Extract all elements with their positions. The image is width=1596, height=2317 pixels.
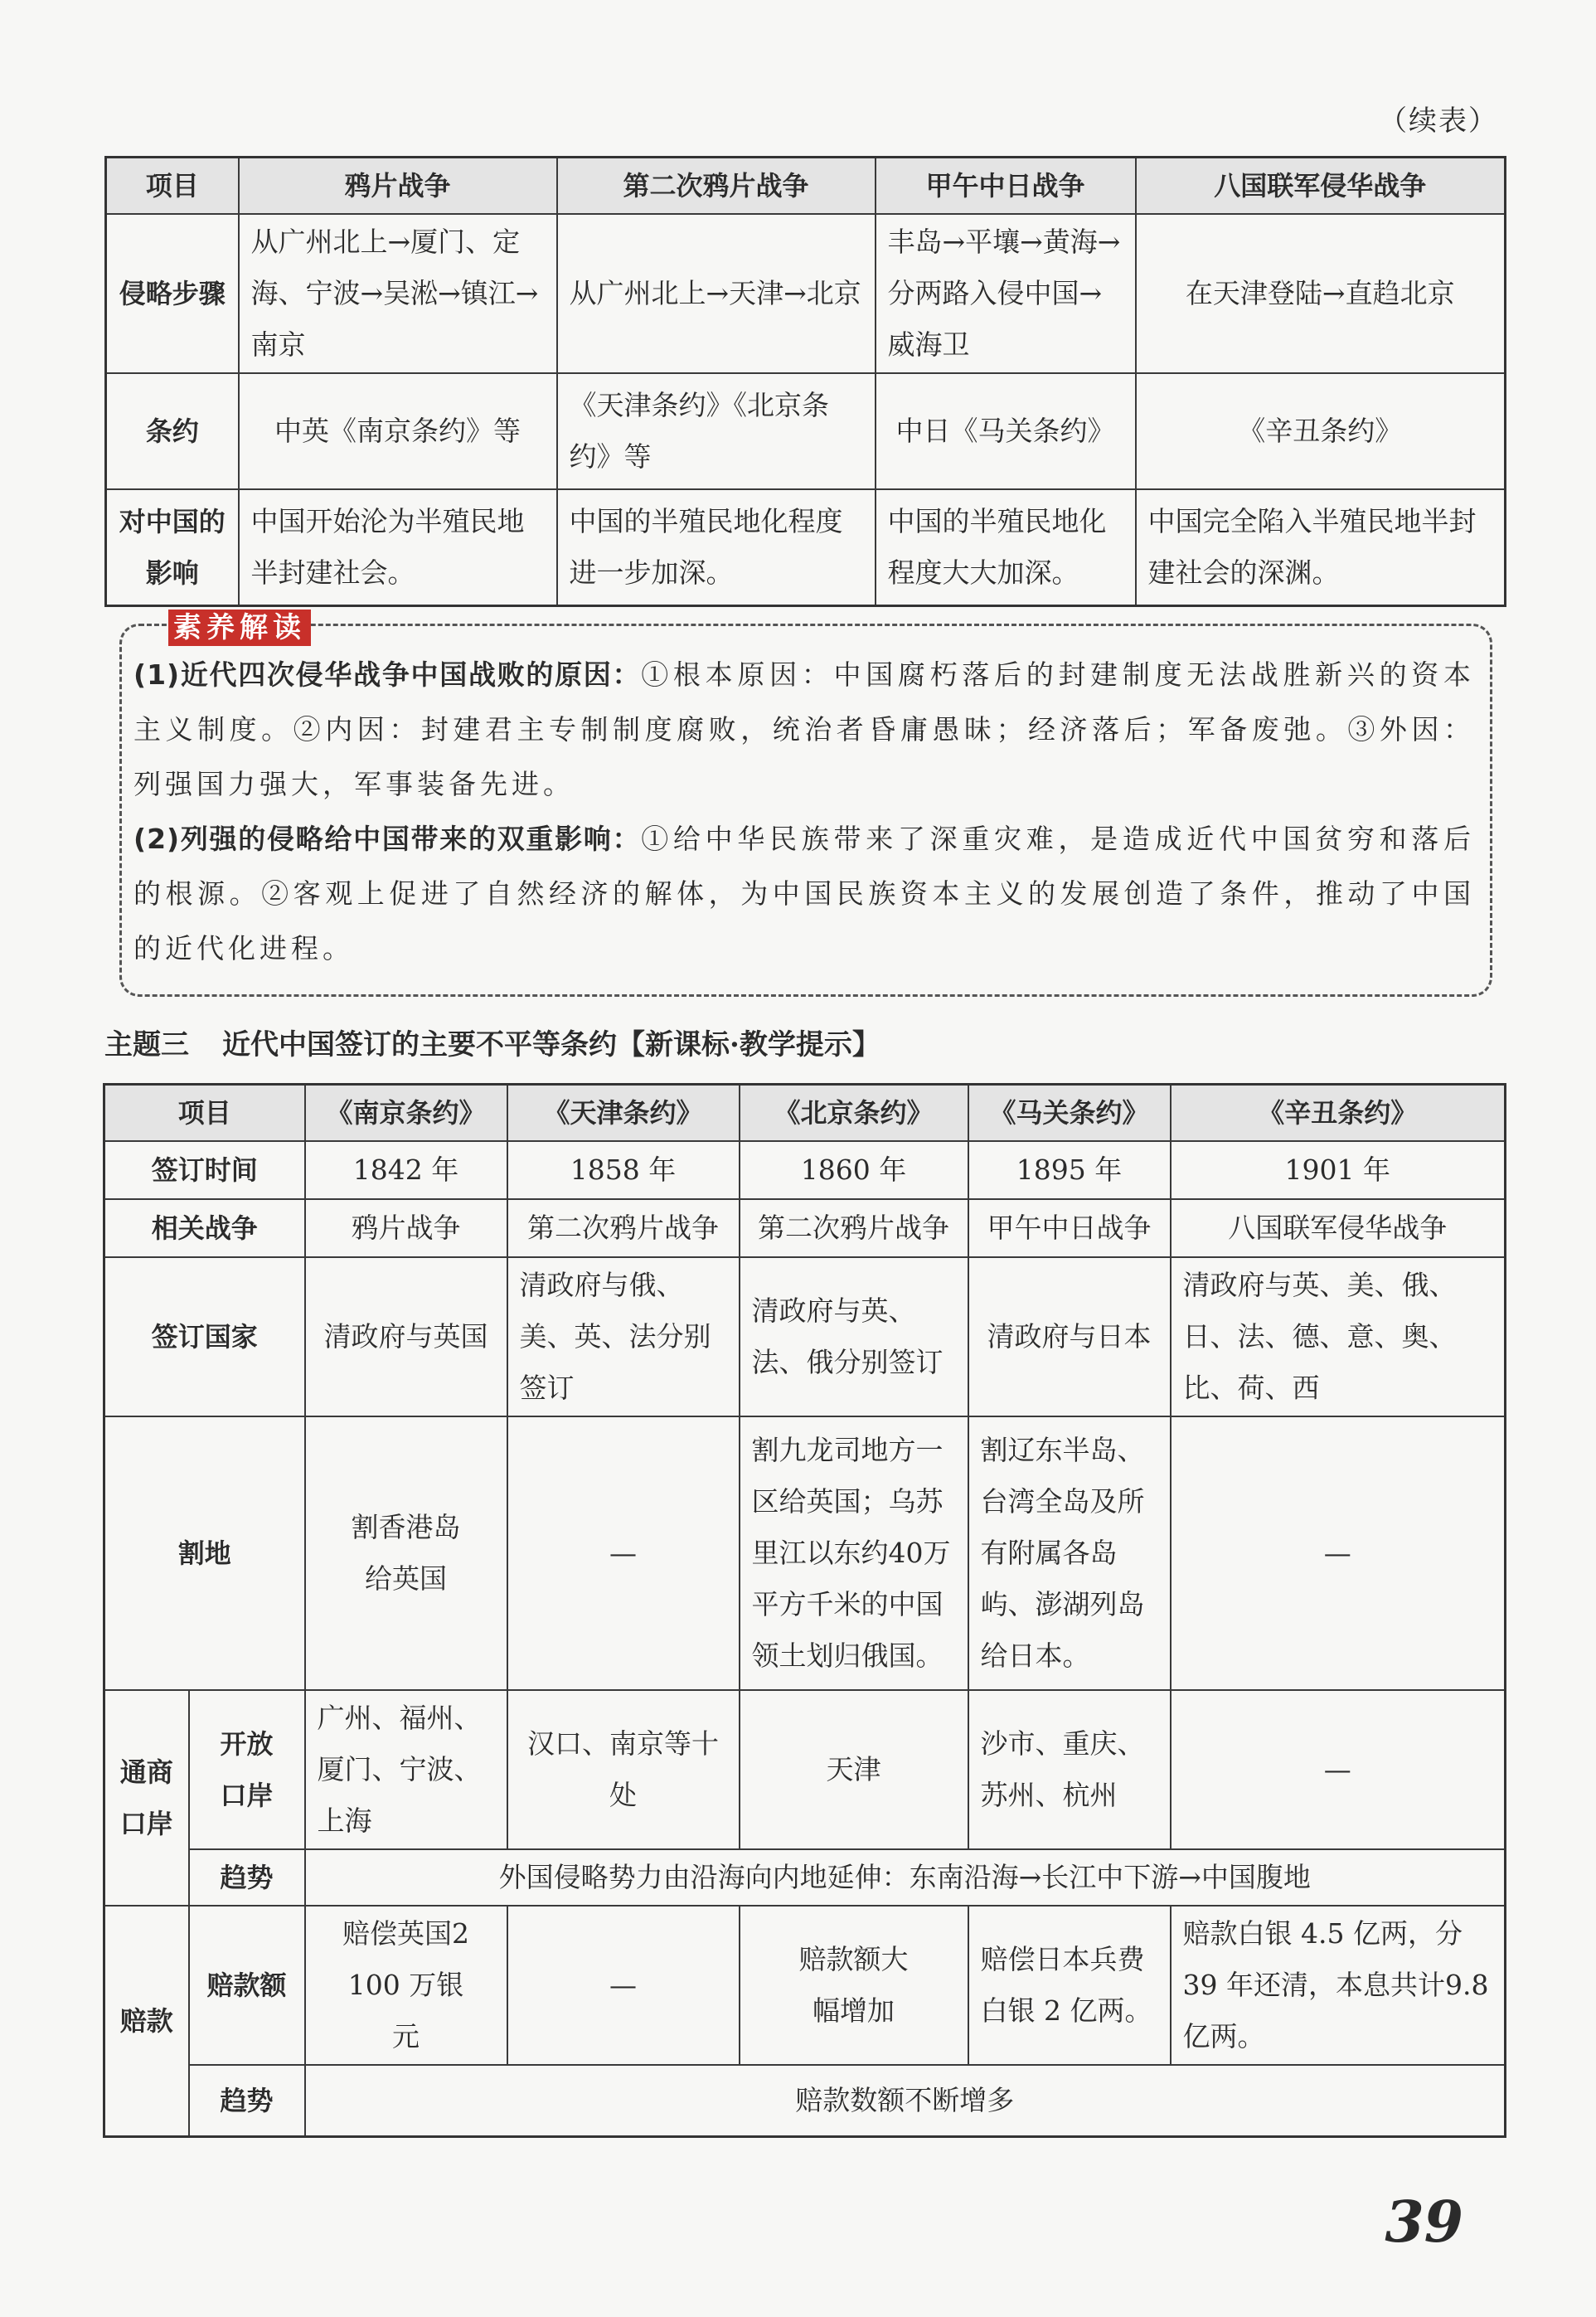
table-row [104, 2065, 1506, 2136]
header-cell: 《南京条约》 [305, 1085, 507, 1142]
table-cell: 1858 年 [507, 1141, 740, 1199]
table-cell: — [1171, 1690, 1506, 1849]
row-label: 条约 [106, 373, 239, 489]
row-label: 趋势 [189, 1849, 305, 1906]
table-cell: 清政府与日本 [968, 1257, 1171, 1416]
header-cell: 八国联军侵华战争 [1136, 158, 1506, 215]
header-cell: 《辛丑条约》 [1171, 1085, 1506, 1142]
reading-title-2: (2)列强的侵略给中国带来的双重影响： [133, 823, 642, 855]
table-header-row [106, 158, 1506, 215]
table-cell: 中国的半殖民地化程度进一步加深。 [557, 489, 876, 605]
table-cell: 中英《南京条约》等 [239, 373, 557, 489]
table-cell: 1901 年 [1171, 1141, 1506, 1199]
table-cell: 赔偿英国2 100 万银元 [305, 1906, 507, 2065]
table-cell: 割香港岛给英国 [305, 1416, 507, 1690]
row-label: 割地 [104, 1416, 305, 1690]
table-cell: 汉口、南京等十处 [507, 1690, 740, 1849]
reading-body-2: ①给中华民族带来了深重灾难，是造成近代中国贫穷和落后的根源。②客观上促进了自然经济的解体，为中国民族资本主义的发展创造了条件，推动了中国的近代化进程。 [133, 823, 1475, 964]
table-header-row [104, 1085, 1506, 1142]
table-cell: 外国侵略势力由沿海向内地延伸：东南沿海→长江中下游→中国腹地 [305, 1849, 1506, 1906]
header-cell: 甲午中日战争 [876, 158, 1136, 215]
table-row [106, 489, 1506, 605]
table-cell: 中日《马关条约》 [876, 373, 1136, 489]
table-cell: 清政府与英、美、俄、日、法、德、意、奥、比、荷、西 [1171, 1257, 1506, 1416]
row-group-label: 赔款 [104, 1906, 189, 2136]
table-cell: 赔款数额不断增多 [305, 2065, 1506, 2136]
header-cell: 《天津条约》 [507, 1085, 740, 1142]
header-cell: 项目 [106, 158, 239, 215]
table-cell: 割辽东半岛、台湾全岛及所有附属各岛屿、澎湖列岛给日本。 [968, 1416, 1171, 1690]
table-cell: 天津 [740, 1690, 968, 1849]
table-row [106, 373, 1506, 489]
table-row [104, 1416, 1506, 1690]
table-cell: 广州、福州、厦门、宁波、上海 [305, 1690, 507, 1849]
table-cell: — [1171, 1416, 1506, 1690]
table-cell: 赔偿日本兵费白银 2 亿两。 [968, 1906, 1171, 2065]
table-row [104, 1141, 1506, 1199]
table-row [104, 1690, 1506, 1849]
table-cell: 赔款白银 4.5 亿两，分 39 年还清，本息共计9.8 亿两。 [1171, 1906, 1506, 2065]
table-cell: 清政府与英、法、俄分别签订 [740, 1257, 968, 1416]
table-cell: 从广州北上→天津→北京 [557, 214, 876, 373]
table-cell: 在天津登陆→直趋北京 [1136, 214, 1506, 373]
header-cell: 项目 [104, 1085, 305, 1142]
topic-number: 主题三 [104, 1028, 189, 1061]
war-comparison-table [104, 156, 1506, 607]
table-cell: 中国完全陷入半殖民地半封建社会的深渊。 [1136, 489, 1506, 605]
table-cell: 第二次鸦片战争 [507, 1199, 740, 1257]
table-cell: 1842 年 [305, 1141, 507, 1199]
table-cell: 第二次鸦片战争 [740, 1199, 968, 1257]
row-label: 签订国家 [104, 1257, 305, 1416]
table-cell: 甲午中日战争 [968, 1199, 1171, 1257]
header-cell: 鸦片战争 [239, 158, 557, 215]
section-tag: 素养解读 [168, 610, 311, 646]
table-cell: 赔款额大幅增加 [740, 1906, 968, 2065]
table-cell: 鸦片战争 [305, 1199, 507, 1257]
header-cell: 《马关条约》 [968, 1085, 1171, 1142]
row-label: 签订时间 [104, 1141, 305, 1199]
treaty-table [103, 1083, 1506, 2138]
table-row [104, 1257, 1506, 1416]
table-cell: 从广州北上→厦门、定海、宁波→吴淞→镇江→南京 [239, 214, 557, 373]
row-label: 侵略步骤 [106, 214, 239, 373]
continued-label: （续表） [1379, 104, 1498, 138]
table-cell: 沙市、重庆、苏州、杭州 [968, 1690, 1171, 1849]
table-cell: 《辛丑条约》 [1136, 373, 1506, 489]
table-row [104, 1849, 1506, 1906]
row-label: 趋势 [189, 2065, 305, 2136]
table-cell: — [507, 1416, 740, 1690]
table-row [106, 214, 1506, 373]
topic-note: 【新课标·教学提示】 [617, 1028, 880, 1061]
row-group-label: 通商口岸 [104, 1690, 189, 1906]
reading-body-1: ①根本原因：中国腐朽落后的封建制度无法战胜新兴的资本主义制度。②内因：封建君主专制制度腐败，统治者昏庸愚昧；经济落后；军备废弛。③外因：列强国力强大，军事装备先进。 [133, 658, 1475, 800]
reading-paragraph-2 [133, 812, 1475, 976]
row-label: 相关战争 [104, 1199, 305, 1257]
row-label: 赔款额 [189, 1906, 305, 2065]
table-cell: 清政府与英国 [305, 1257, 507, 1416]
table-cell: 《天津条约》《北京条约》等 [557, 373, 876, 489]
table-cell: 中国开始沦为半殖民地半封建社会。 [239, 489, 557, 605]
table-cell: 1860 年 [740, 1141, 968, 1199]
table-cell: 丰岛→平壤→黄海→分两路入侵中国→威海卫 [876, 214, 1136, 373]
header-cell: 第二次鸦片战争 [557, 158, 876, 215]
table-cell: 清政府与俄、美、英、法分别签订 [507, 1257, 740, 1416]
reading-paragraph-1 [133, 648, 1475, 812]
table-cell: 1895 年 [968, 1141, 1171, 1199]
topic-title: 近代中国签订的主要不平等条约 [222, 1028, 617, 1061]
row-label: 开放口岸 [189, 1690, 305, 1849]
topic-heading [104, 1022, 880, 1068]
table-cell: 割九龙司地方一区给英国；乌苏里江以东约40万平方千米的中国领土划归俄国。 [740, 1416, 968, 1690]
literacy-interpretation-box [119, 611, 1492, 997]
table-cell: 八国联军侵华战争 [1171, 1199, 1506, 1257]
table-row [104, 1199, 1506, 1257]
table-row [104, 1906, 1506, 2065]
row-label: 对中国的影响 [106, 489, 239, 605]
table-cell: — [507, 1906, 740, 2065]
reading-title-1: (1)近代四次侵华战争中国战败的原因： [133, 658, 642, 691]
header-cell: 《北京条约》 [740, 1085, 968, 1142]
table-cell: 中国的半殖民地化程度大大加深。 [876, 489, 1136, 605]
page-number: 39 [1385, 2189, 1463, 2256]
